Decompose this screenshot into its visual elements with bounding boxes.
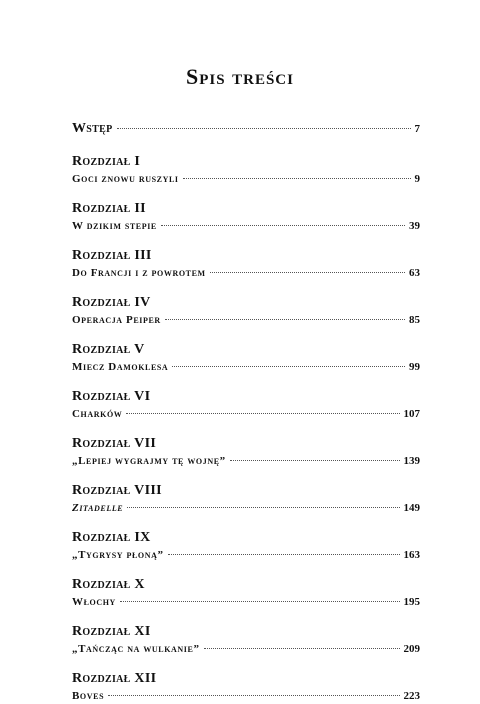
intro-label: Wstęp xyxy=(72,121,113,136)
chapter-subtitle: Włochy xyxy=(72,596,116,608)
page-number: 63 xyxy=(409,267,420,279)
toc-row xyxy=(72,500,420,516)
toc-entry-chapter-8 xyxy=(72,482,420,516)
dot-leader xyxy=(126,413,399,414)
toc-row xyxy=(72,641,420,657)
chapter-subtitle: Miecz Damoklesa xyxy=(72,361,169,373)
chapter-subtitle: Operacja Peiper xyxy=(72,314,161,326)
toc-row xyxy=(72,312,420,328)
toc-entry-chapter-7 xyxy=(72,435,420,469)
page-number: 209 xyxy=(403,643,420,655)
chapter-subtitle: „Lepiej wygrajmy tę wojnę” xyxy=(72,455,226,467)
toc-row xyxy=(72,359,420,375)
page-number: 107 xyxy=(403,408,420,420)
chapter-heading: Rozdział III xyxy=(72,248,152,263)
chapter-heading: Rozdział IX xyxy=(72,530,151,545)
dot-leader xyxy=(183,178,411,179)
chapter-subtitle: Charków xyxy=(72,408,123,420)
dot-leader xyxy=(120,601,400,602)
dot-leader xyxy=(161,225,405,226)
chapter-heading: Rozdział I xyxy=(72,154,141,169)
toc-row xyxy=(72,594,420,610)
dot-leader xyxy=(204,648,400,649)
toc-row xyxy=(72,453,420,469)
chapter-heading: Rozdział II xyxy=(72,201,146,216)
page-number: 9 xyxy=(414,173,420,185)
page-number: 139 xyxy=(403,455,420,467)
page-number: 149 xyxy=(403,502,420,514)
dot-leader xyxy=(165,319,405,320)
dot-leader xyxy=(108,695,399,696)
chapter-subtitle: Zitadelle xyxy=(72,502,124,514)
toc-row xyxy=(72,218,420,234)
page-number: 39 xyxy=(409,220,420,232)
chapter-subtitle: „Tygrysy płoną” xyxy=(72,549,164,561)
chapter-subtitle: Do Francji i z powrotem xyxy=(72,267,206,279)
chapter-heading: Rozdział X xyxy=(72,577,145,592)
chapter-heading: Rozdział VI xyxy=(72,389,151,404)
toc-entry-chapter-11 xyxy=(72,623,420,657)
dot-leader xyxy=(210,272,405,273)
toc-row xyxy=(72,171,420,187)
page-number: 85 xyxy=(409,314,420,326)
chapter-subtitle: W dzikim stepie xyxy=(72,220,157,232)
chapter-heading: Rozdział IV xyxy=(72,295,151,310)
page-number: 163 xyxy=(403,549,420,561)
toc-entry-chapter-12 xyxy=(72,670,420,704)
toc-row xyxy=(72,406,420,422)
page-number: 195 xyxy=(403,596,420,608)
chapter-heading: Rozdział VIII xyxy=(72,483,162,498)
toc-entry-chapter-9 xyxy=(72,529,420,563)
dot-leader xyxy=(117,128,411,129)
dot-leader xyxy=(172,366,405,367)
toc-entry-chapter-10 xyxy=(72,576,420,610)
chapter-heading: Rozdział XII xyxy=(72,671,157,686)
toc-entry-chapter-3 xyxy=(72,247,420,281)
toc-entry-chapter-2 xyxy=(72,200,420,234)
page-number: 99 xyxy=(409,361,420,373)
toc-entry-chapter-5 xyxy=(72,341,420,375)
toc-entry-chapter-4 xyxy=(72,294,420,328)
page-number: 223 xyxy=(403,690,420,702)
chapter-heading: Rozdział XI xyxy=(72,624,151,639)
page-number: 7 xyxy=(414,123,420,135)
chapter-heading: Rozdział V xyxy=(72,342,145,357)
toc-row xyxy=(72,688,420,704)
toc-row xyxy=(72,265,420,281)
dot-leader xyxy=(230,460,400,461)
table-of-contents xyxy=(72,120,420,704)
chapter-subtitle: Goci znowu ruszyli xyxy=(72,173,179,185)
toc-row xyxy=(72,547,420,563)
toc-entry-chapter-6 xyxy=(72,388,420,422)
dot-leader xyxy=(168,554,400,555)
toc-entry-chapter-1 xyxy=(72,153,420,187)
chapter-subtitle: Boves xyxy=(72,690,105,702)
chapter-subtitle: „Tańcząc na wulkanie” xyxy=(72,643,200,655)
toc-row xyxy=(72,120,420,138)
toc-entry-intro xyxy=(72,120,420,138)
dot-leader xyxy=(127,507,399,508)
page-title: Spis treści xyxy=(186,64,294,89)
chapter-heading: Rozdział VII xyxy=(72,436,157,451)
